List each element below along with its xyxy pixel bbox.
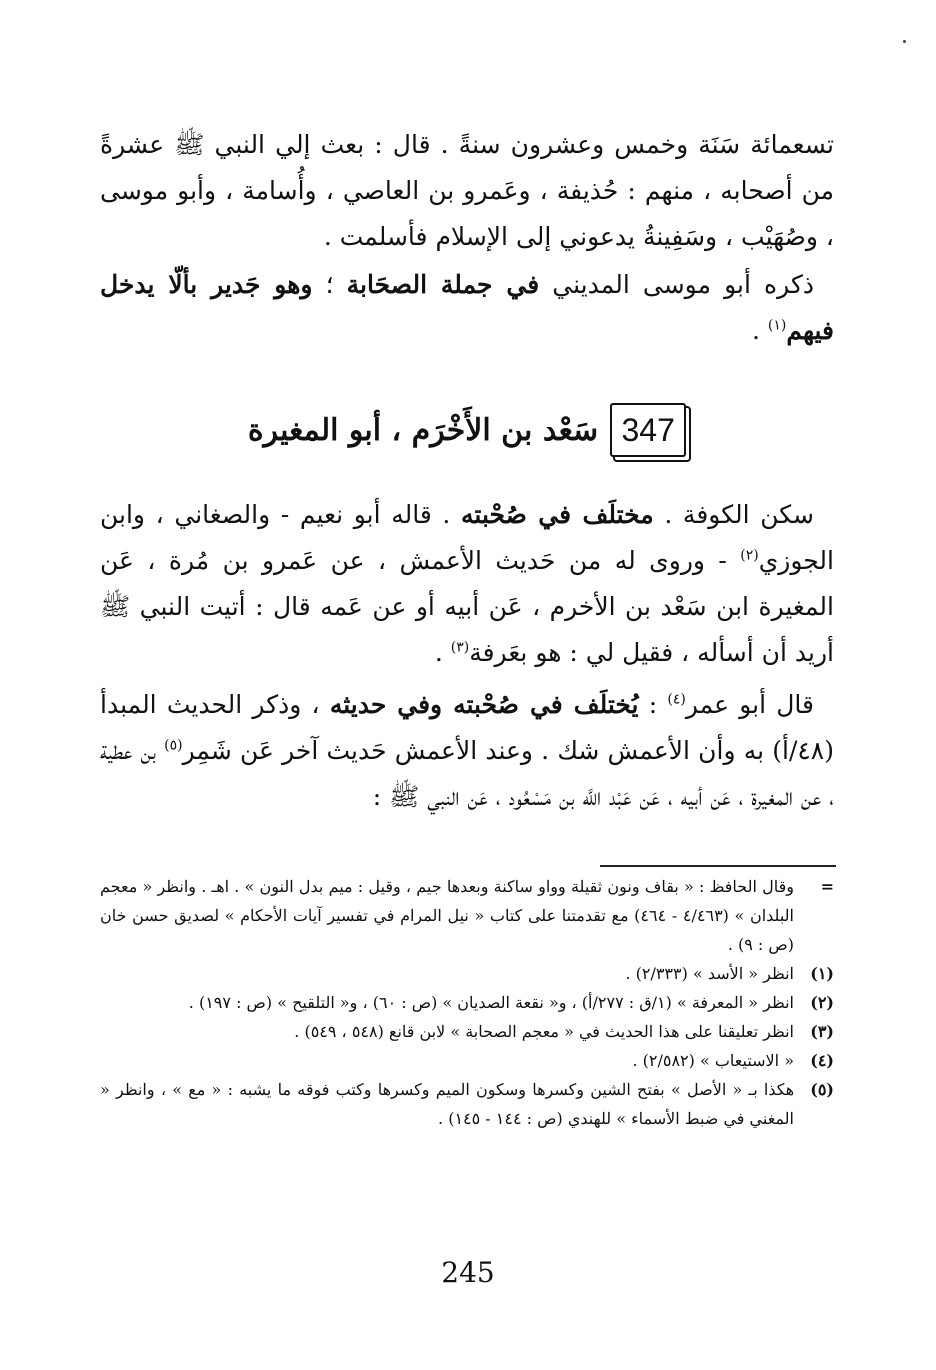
scan-speck bbox=[903, 40, 906, 43]
intro-p2-bold-a: في جملة الصحَابة bbox=[346, 270, 540, 299]
footnote-marker: (٢) bbox=[810, 993, 834, 1012]
footnote-ref-2: (٢) bbox=[740, 547, 759, 564]
footnote-text: انظر « الأسد » (٢/٣٣٣) . bbox=[625, 964, 794, 983]
entry-number: 347 bbox=[610, 403, 686, 457]
intro-p2-end: . bbox=[751, 316, 768, 345]
body-p2-part-e: بن عطية ، عن المغيرة ، عَن أبيه ، عَن عَبْد اللَّه بن مَسْعُود ، عَن النبي ﷺ : bbox=[100, 736, 834, 811]
footnote-continued bbox=[100, 872, 834, 959]
body-p2-part-b: : bbox=[638, 690, 668, 719]
footnote-divider bbox=[600, 865, 836, 867]
footnote-text: « الاستيعاب » (٢/٥٨٢) . bbox=[632, 1051, 794, 1070]
body-p1-part-d: - وروى له من حَديث الأعمش ، عن عَمرو بن مُرة ، عَن المغيرة ابن سَعْد بن الأخرم ، عَن أبيه أو عن عَمه قال : أتيت النبي ﷺ أريد أن أسأله ، فقيل لي : هو بعَرفة bbox=[100, 546, 834, 667]
footnote-text: انظر « المعرفة » (١/ق : ٢٧٧/أ) ، و« نقعة الصديان » (ص : ٦٠) ، و« التلقيح » (ص : ١٩٧) . bbox=[188, 993, 794, 1012]
footnote-ref-1: (١) bbox=[767, 317, 787, 334]
footnote-ref-3: (٣) bbox=[450, 639, 470, 656]
footnote-text: هكذا بـ « الأصل » بفتح الشين وكسرها وسكون الميم وكسرها وكتب فوقه ما يشبه : « مع » ، وانظر « المغني في ضبط الأسماء » للهندي (ص : ١٤٤ - ١٤٥) . bbox=[100, 1080, 794, 1128]
footnote-ref-5: (٥) bbox=[164, 737, 183, 754]
footnote-2 bbox=[100, 988, 834, 1017]
body-p1-bold: مختلَف في صُحْبته bbox=[461, 500, 654, 529]
footnote-text: انظر تعليقنا على هذا الحديث في « معجم الصحابة » لابن قانع (٥٤٨ ، ٥٤٩) . bbox=[294, 1022, 794, 1041]
intro-p2-part-a: ذكره أبو موسى المديني bbox=[539, 270, 814, 299]
entry-body bbox=[100, 492, 834, 820]
intro-p2-bold-b: وهو جَدير بألّا يدخل فيهم bbox=[100, 270, 834, 345]
intro-text bbox=[100, 122, 834, 354]
footnote-5 bbox=[100, 1075, 834, 1133]
footnote-marker: (٣) bbox=[810, 1022, 834, 1041]
footnotes bbox=[100, 872, 834, 1133]
body-p2-bold: يُختلَف في صُحْبته وفي حديثه bbox=[329, 690, 639, 719]
body-paragraph-2 bbox=[100, 682, 834, 820]
body-p1-end: . bbox=[434, 638, 451, 667]
footnote-3 bbox=[100, 1017, 834, 1046]
footnote-1 bbox=[100, 959, 834, 988]
entry-title: سَعْد بن الأَخْرَم ، أبو المغيرة bbox=[247, 412, 599, 448]
page-number: 245 bbox=[441, 1256, 495, 1289]
entry-header bbox=[100, 398, 834, 462]
footnote-marker: (١) bbox=[810, 964, 834, 983]
body-p1-part-a: سكن الكوفة . bbox=[653, 500, 815, 529]
intro-paragraph-1: تسعمائة سَنَة وخمس وعشرون سنةً . قال : بعث إلي النبي ﷺ عشرةً من أصحابه ، منهم : حُذيفة ، وعَمرو بن العاصي ، وأُسامة ، وأبو موسى ، وصُهَيْب ، وسَفِينةُ يدعوني إلى الإسلام فأسلمت . bbox=[100, 130, 834, 251]
footnote-marker: (٤) bbox=[810, 1051, 834, 1070]
body-p1-part-c: . قاله أبو نعيم - والصغاني ، وابن الجوزي bbox=[100, 500, 834, 575]
body-p2-part-d: ، وذكر الحديث المبدأ (٤٨/أ) به وأن الأعمش شك . وعند الأعمش حَديث آخر عَن شَمِر bbox=[100, 690, 834, 765]
intro-p2-sep: ؛ bbox=[312, 270, 347, 299]
body-paragraph-1 bbox=[100, 492, 834, 676]
body-p2-part-a: قال أبو عمر bbox=[685, 690, 814, 719]
footnote-marker: = bbox=[820, 877, 834, 896]
footnote-ref-4: (٤) bbox=[667, 691, 686, 708]
footnote-marker: (٥) bbox=[810, 1080, 834, 1099]
footnote-4 bbox=[100, 1046, 834, 1075]
footnote-text: وقال الحافظ : « بقاف ونون ثقيلة وواو ساكنة وبعدها جيم ، وقيل : ميم بدل النون » . اهـ . وانظر « معجم البلدان » (٤/٤٦٣ - ٤٦٤) مع تقدمتنا على كتاب « نيل المرام في تفسير آيات الأحكام » لصديق حسن خان (ص : ٩) . bbox=[100, 877, 795, 954]
intro-paragraph-2 bbox=[100, 262, 834, 354]
